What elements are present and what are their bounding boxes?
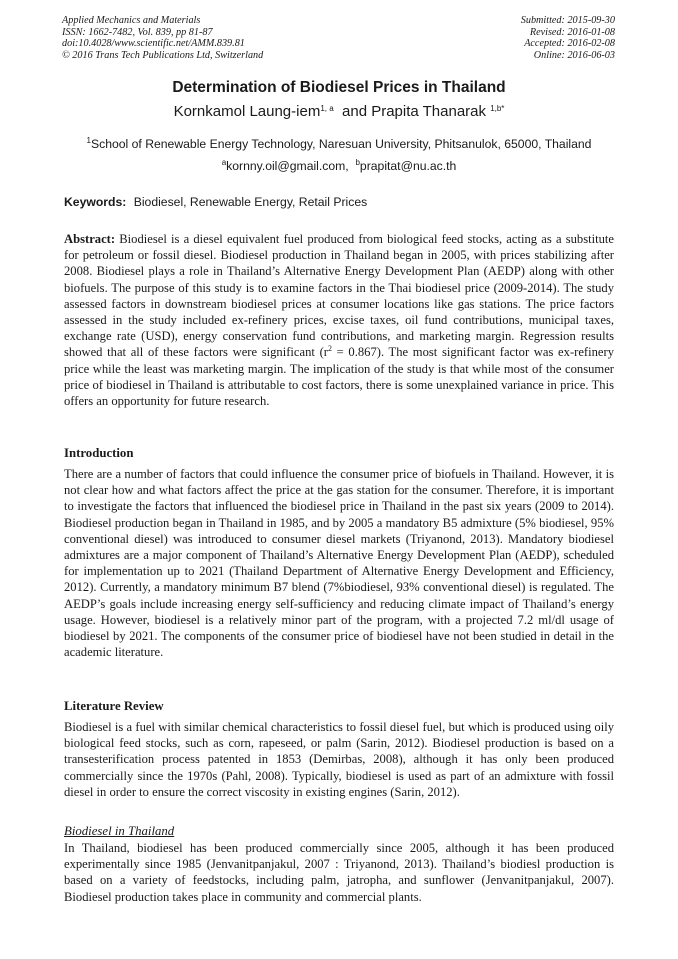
email-a: kornny.oil@gmail.com, <box>226 159 349 173</box>
r-squared-sup: 2 <box>327 344 332 354</box>
affiliation <box>0 137 678 151</box>
accepted-date: Accepted: 2016-02-08 <box>524 38 615 50</box>
email-line <box>0 159 678 173</box>
issn-line: ISSN: 1662-7482, Vol. 839, pp 81-87 <box>62 26 213 38</box>
copyright-line: © 2016 Trans Tech Publications Ltd, Switzerland <box>62 49 264 61</box>
email-b-sup: b <box>355 158 360 167</box>
literature-text: Biodiesel is a fuel with similar chemical characteristics to fossil diesel fuel, but which is produced using oily biological feed stocks, such as corn, rapeseed, or palm (Sarin, 2012). Biodiesel production is based on a transesterification process patented in 1853 (Demirbas, 2008), although it has only been produced commercially since the 1970s (Pahl, 2008). Typically, biodiesel is used as part of an admixture with fossil diesel in order to ensure the correct viscosity in existing engines (Sarin, 2012). <box>64 720 614 799</box>
abstract-text-1: Biodiesel is a diesel equivalent fuel produced from biological feed stocks, acting as a substitute for petroleum or fossil diesel. Biodiesel production in Thailand began in 2005, with prices stabilizing after 2008. Biodiesel plays a role in Thailand’s Alternative Energy Development Plan (AEDP) along with other biofuels. The purpose of this study is to examine factors in the Thai biodiesel price (2009-2014). The study assessed factors in downstream biodiesel prices at consumer locations like gas stations. The price factors assessed in the study included ex-refinery prices, excise taxes, oil fund contributions, municipal taxes, exchange rate (USD), energy conservation fund contributions, and marketing margin. Regression results showed that all of these factors were significant (r <box>64 232 614 360</box>
submitted-date: Submitted: 2015-09-30 <box>520 15 615 26</box>
keywords-label: Keywords: <box>64 195 127 209</box>
journal-name: Applied Mechanics and Materials <box>62 15 201 26</box>
thailand-text: In Thailand, biodiesel has been produced commercially since 2005, although it has been produced experimentally since 1985 (Jenvanitpanjakul, 2007 : Triyanond, 2013). Thailand’s biodiesl production is based on a variety of feedstocks, including palm, jatropha, and sunflower (Jenvanitpanjakul, 2007). Biodiesel production takes place in community and commercial plants. <box>64 841 614 904</box>
author-conjunction: and <box>342 103 368 120</box>
abstract <box>64 231 614 409</box>
paper-title: Determination of Biodiesel Prices in Thailand <box>172 79 506 96</box>
abstract-label: Abstract: <box>64 232 116 246</box>
revised-date: Revised: 2016-01-08 <box>529 26 615 38</box>
author-1: Kornkamol Laung-iem <box>173 103 321 120</box>
journal-header-right <box>521 15 615 61</box>
introduction-heading: Introduction <box>64 446 134 460</box>
literature-heading: Literature Review <box>64 699 164 713</box>
email-a-sup: a <box>221 158 227 167</box>
author-2-sup: 1,b* <box>490 104 505 113</box>
doi-line: doi:10.4028/www.scientific.net/AMM.839.81 <box>62 38 245 50</box>
introduction-text: There are a number of factors that could influence the consumer price of biofuels in Thailand. However, it is not clear how and what factors affect the price at the gas station for the consumer. Therefore, it is important to investigate the factors that influenced the biodiesel price in Thailand in the past six years (2009 to 2014). Biodiesel production began in Thailand in 1985, and by 2005 a mandatory B5 admixture (5% biodiesel, 95% conventional diesel) was introduced to consumer diesel markets (Triyanond, 2013). Mandatory biodiesel admixtures are a major component of Thailand’s Alternative Energy Development Plan (AEDP), scheduled for implementation up to 2021 (Thailand Department of Alternative Energy Development and Efficiency, 2012). Currently, a mandatory minimum B7 blend (7%biodiesel, 93% conventional diesel) is regulated. The AEDP’s goals include increasing energy self-sufficiency and reducing climate impact of Thailand’s energy usage. However, biodiesel is a relatively minor part of the program, with a projected 7.2 ml/dl usage of biodiesel by 2021. The components of the consumer price of biodiesel have not been studied in detail in the academic literature. <box>64 467 614 660</box>
affiliation-sup: 1 <box>86 136 91 145</box>
online-date: Online: 2016-06-03 <box>533 49 615 61</box>
author-2: Prapita Thanarak <box>371 103 487 120</box>
keywords-text: Biodiesel, Renewable Energy, Retail Prices <box>133 195 368 209</box>
thailand-subheading: Biodiesel in Thailand <box>64 824 175 838</box>
email-b: prapitat@nu.ac.th <box>359 159 457 173</box>
author-line <box>0 103 678 120</box>
affiliation-text: School of Renewable Energy Technology, Naresuan University, Phitsanulok, 65000, Thailand <box>91 137 592 151</box>
abstract-text-2: = 0.867). The most significant factor was ex-refinery price while the least was marketing margin. The implication of the study is that while most of the consumer price of biodiesel in Thailand is attributable to cost factors, there is some unexplained variance in price. This offers an opportunity for future research. <box>64 345 614 409</box>
keywords-line <box>64 195 367 209</box>
journal-header-left <box>62 15 263 61</box>
author-1-sup: 1, a <box>320 104 334 113</box>
